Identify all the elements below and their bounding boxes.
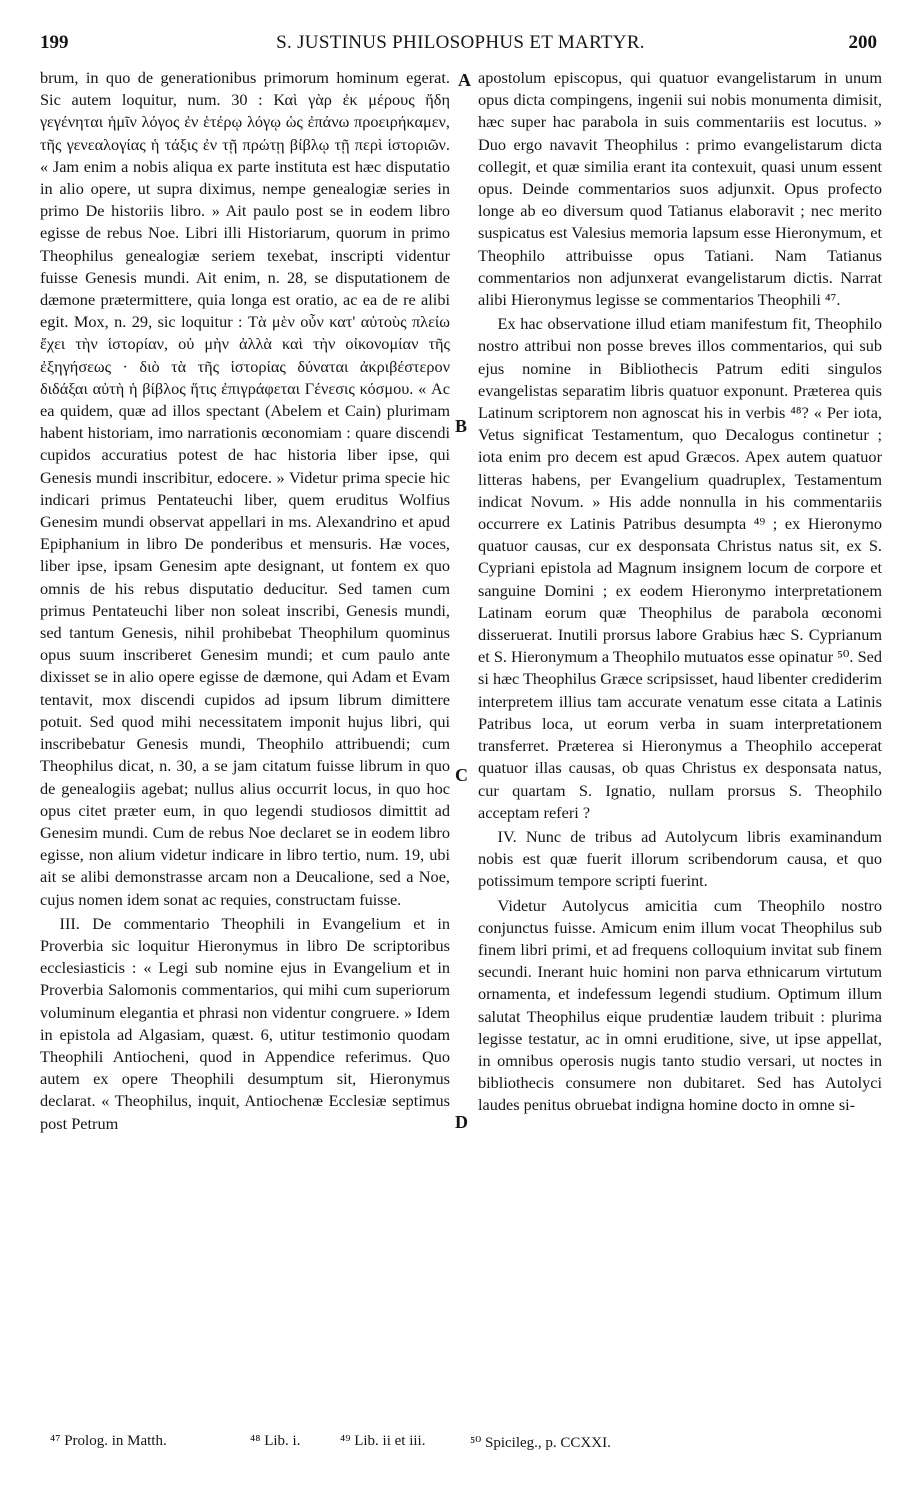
footnote: ⁴⁹ Lib. ii et iii. [340,1433,426,1449]
right-paragraph: apostolum episcopus, qui quatuor evangelistarum in unum opus dicta compingens, ingenii sui nobis monumenta dimisit, hæc super hac parabola in suis commentariis est locutus. » Duo ergo navavit Theophilus : primo evangelistarum dicta collegit, et quæ similia erant ita contexuit, quasi unum essent opus. Deinde commentarios suos adjunxit. Opus profecto longe ab eo diversum quod Tatianus elaboravit ; nec merito suspicatus est Valesius memoria lapsum esse Hieronymum, et Theophilo attribuisse opus Tatiani. Nam Tatianus commentarios non adjunxerat evangelistarum dictis. Narrat alibi Hieronymus legisse se commentarios Theophili ⁴⁷. [478,68,882,310]
running-header [0,32,921,60]
right-paragraph: Ex hac observatione illud etiam manifestum fit, Theophilo nostro attribui non posse breves illos commentarios, qui sub ejus nomine in Bibliothecis Patrum editi singulos evangelistas separatim libris quatuor exponunt. Præterea quis Latinum scriptorem non agnoscat his in verbis ⁴⁸? « Per iota, Vetus significat Testamentum, quo Decalogus continetur ; iota enim pro decem est apud Græcos. Apex autem quatuor litteras habens, per Evangelium quadruplex, Testamentum indicat Novum. » His adde nonnulla in his commentariis occurrere ex Latinis Patribus desumpta ⁴⁹ ; ex Hieronymo quatuor causas, cur ex desponsata Christus natus sit, ex S. Cypriani epistola ad Magnum insignem locum de corpore et sanguine Domini ; ex eodem Hieronymo interpretationem Latinam eorum quæ Theophilus de parabola œconomi disseruerat. Inutili prorsus labore Grabius hæc S. Cyprianum et S. Hieronymum a Theophilo mutuatos esse opinatur ⁵⁰. Sed si hæc Theophilus Græce scripsisset, haud libenter crediderim interpretem illius tam accurate venatum esse citata a Latinis Patribus loca, ut eorum verba in suam interpretationem transferret. Præterea si Hieronymus a Theophilo acceperat quatuor illas causas, ob quas Christus ex desponsata natus, cur quartam S. Ignatio, nullam prorsus S. Theophilo acceptam referi ? [478,314,882,822]
margin-marker-d: D [455,1112,468,1132]
page-number-right: 200 [848,32,877,53]
running-title: S. JUSTINUS PHILOSOPHUS ET MARTYR. [276,32,645,53]
footnote: ⁵⁰ Spicileg., p. CCXXI. [470,1435,611,1451]
margin-marker-a: A [458,70,471,90]
margin-marker-b: B [455,416,468,436]
right-paragraph: Videtur Autolycus amicitia cum Theophilo nostro conjunctus fuisse. Amicum enim illum vocat Theophilus sub finem libri primi, et ad frequens colloquium invitat sub finem secundi. Inerant huic homini non parva ethnicarum virtutum ornamenta, et indefessum legendi studium. Optimum illum salutat Theophilus eique prudentiæ laudem tribuit : plurima legisse testatur, ac in omni eruditione, sive, ut ipse appellat, in omnibus operosis nugis tanto studio versari, ut noctes in bibliothecis consumere non dubitaret. Sed has Autolyci laudes penitus obruebat indigna homine docto in omne si- [478,895,882,1115]
page-number-left: 199 [40,32,69,53]
left-column [40,67,450,1135]
margin-marker-c: C [455,765,468,785]
right-paragraph: IV. Nunc de tribus ad Autolycum libris examinandum nobis est quæ fuerit illorum scribendorum causa, et quo potissimum tempore scripti fuerint. [478,826,882,891]
right-column [478,67,882,1117]
footnote: ⁴⁷ Prolog. in Matth. [50,1433,167,1449]
footnote: ⁴⁸ Lib. i. [250,1433,301,1449]
left-paragraph: brum, in quo de generationibus primorum hominum egerat. Sic autem loquitur, num. 30 : Καὶ γὰρ ἐκ μέρους ἤδη γεγένηται ἡμῖν λόγος ἐν ἑτέρῳ λόγῳ ὡς ἐπάνω προειρήκαμεν, τῆς γενεαλογίας ἡ τάξις ἐν τῇ πρώτῃ βίβλῳ τῇ περὶ ἱστοριῶν. « Jam enim a nobis aliqua ex parte instituta est hæc disputatio in alio opere, ut supra diximus, nempe genealogiæ series in primo De historiis libro. » Ait paulo post se in eodem libro egisse de rebus Noe. Libri illi Historiarum, quorum in primo Theophilus genealogiæ seriem texebat, inscripti videntur fuisse Genesis mundi. Ait enim, n. 28, se disputationem de dæmone prætermittere, quia longa est oratio, ac ea de re alibi egit. Mox, n. 29, sic loquitur : Τὰ μὲν οὖν κατ' αὐτοὺς πλείω ἔχει τὴν ἱστορίαν, οὐ μὴν ἀλλὰ καὶ τὴν οἰκονομίαν τῆς ἐξηγήσεως · διὸ τὰ τῆς ἱστορίας δύναται ἀκριβέστερον διδάξαι αὐτὴ ἡ βίβλος ἥτις ἐπιγράφεται Γένεσις κόσμου. « Ac ea quidem, quæ ad illos spectant (Abelem et Cain) plurimam habent historiam, imo narrationis œconomiam : quare discendi cupidos accuratius potest de hac historia liber ipse, qui Genesis mundi inscribitur, edocere. » Videtur prima specie hic indicari primus Pentateuchi liber, quem eruditus Wolfius Genesim mundi observat appellari in ms. Alexandrino et apud Epiphanium in libro De ponderibus et mensuris. Hæ voces, liber ipse, ipsam Genesim apte designant, ut fontem ex quo omnis de his rebus disputatio deducitur. Sed tamen cum primus Pentateuchi liber non soleat inscribi, Genesis mundi, sed tantum Genesis, nihil prohibebat Theophilum quominus opus suum inscriberet Genesim mundi; et cum paulo ante dixisset se in alio opere egisse de dæmone, qui Adam et Evam tentavit, mox discendi cupidos ad ipsum librum dimittere potuit. Sed quod mihi necessitatem imponit hujus libri, qui inscribebatur Genesis mundi, Theophilo attribuendi; cum Theophilus dicat, n. 30, a se jam citatum fuisse librum in quo de genealogiis agebat; nullus alius occurrit locus, in quo hoc opus citet præter eum, in quo legendi studiosos dimittit ad Genesim mundi. Cum de rebus Noe declaret se in eodem libro egisse, non alium videtur indicare in libro tertio, num. 19, ubi ait se alibi demonstrasse arcam non a Deucalione, sed a Noe, cujus nomen idem sonat ac requies, constructam fuisse. [40,68,450,909]
left-paragraph: III. De commentario Theophili in Evangelium et in Proverbia sic loquitur Hieronymus in libro De scriptoribus ecclesiasticis : « Legi sub nomine ejus in Evangelium et in Proverbia Salomonis commentarios, qui mihi cum superiorum voluminum elegantia et phrasi non videntur congruere. » Idem in epistola ad Algasiam, quæst. 6, utitur testimonio quodam Theophili Antiocheni, quod in Appendice referimus. Quo autem ex opere Theophili desumptum sit, Hieronymus declarat. « Theophilus, inquit, Antiochenæ Ecclesiæ septimus post Petrum [40,913,450,1133]
